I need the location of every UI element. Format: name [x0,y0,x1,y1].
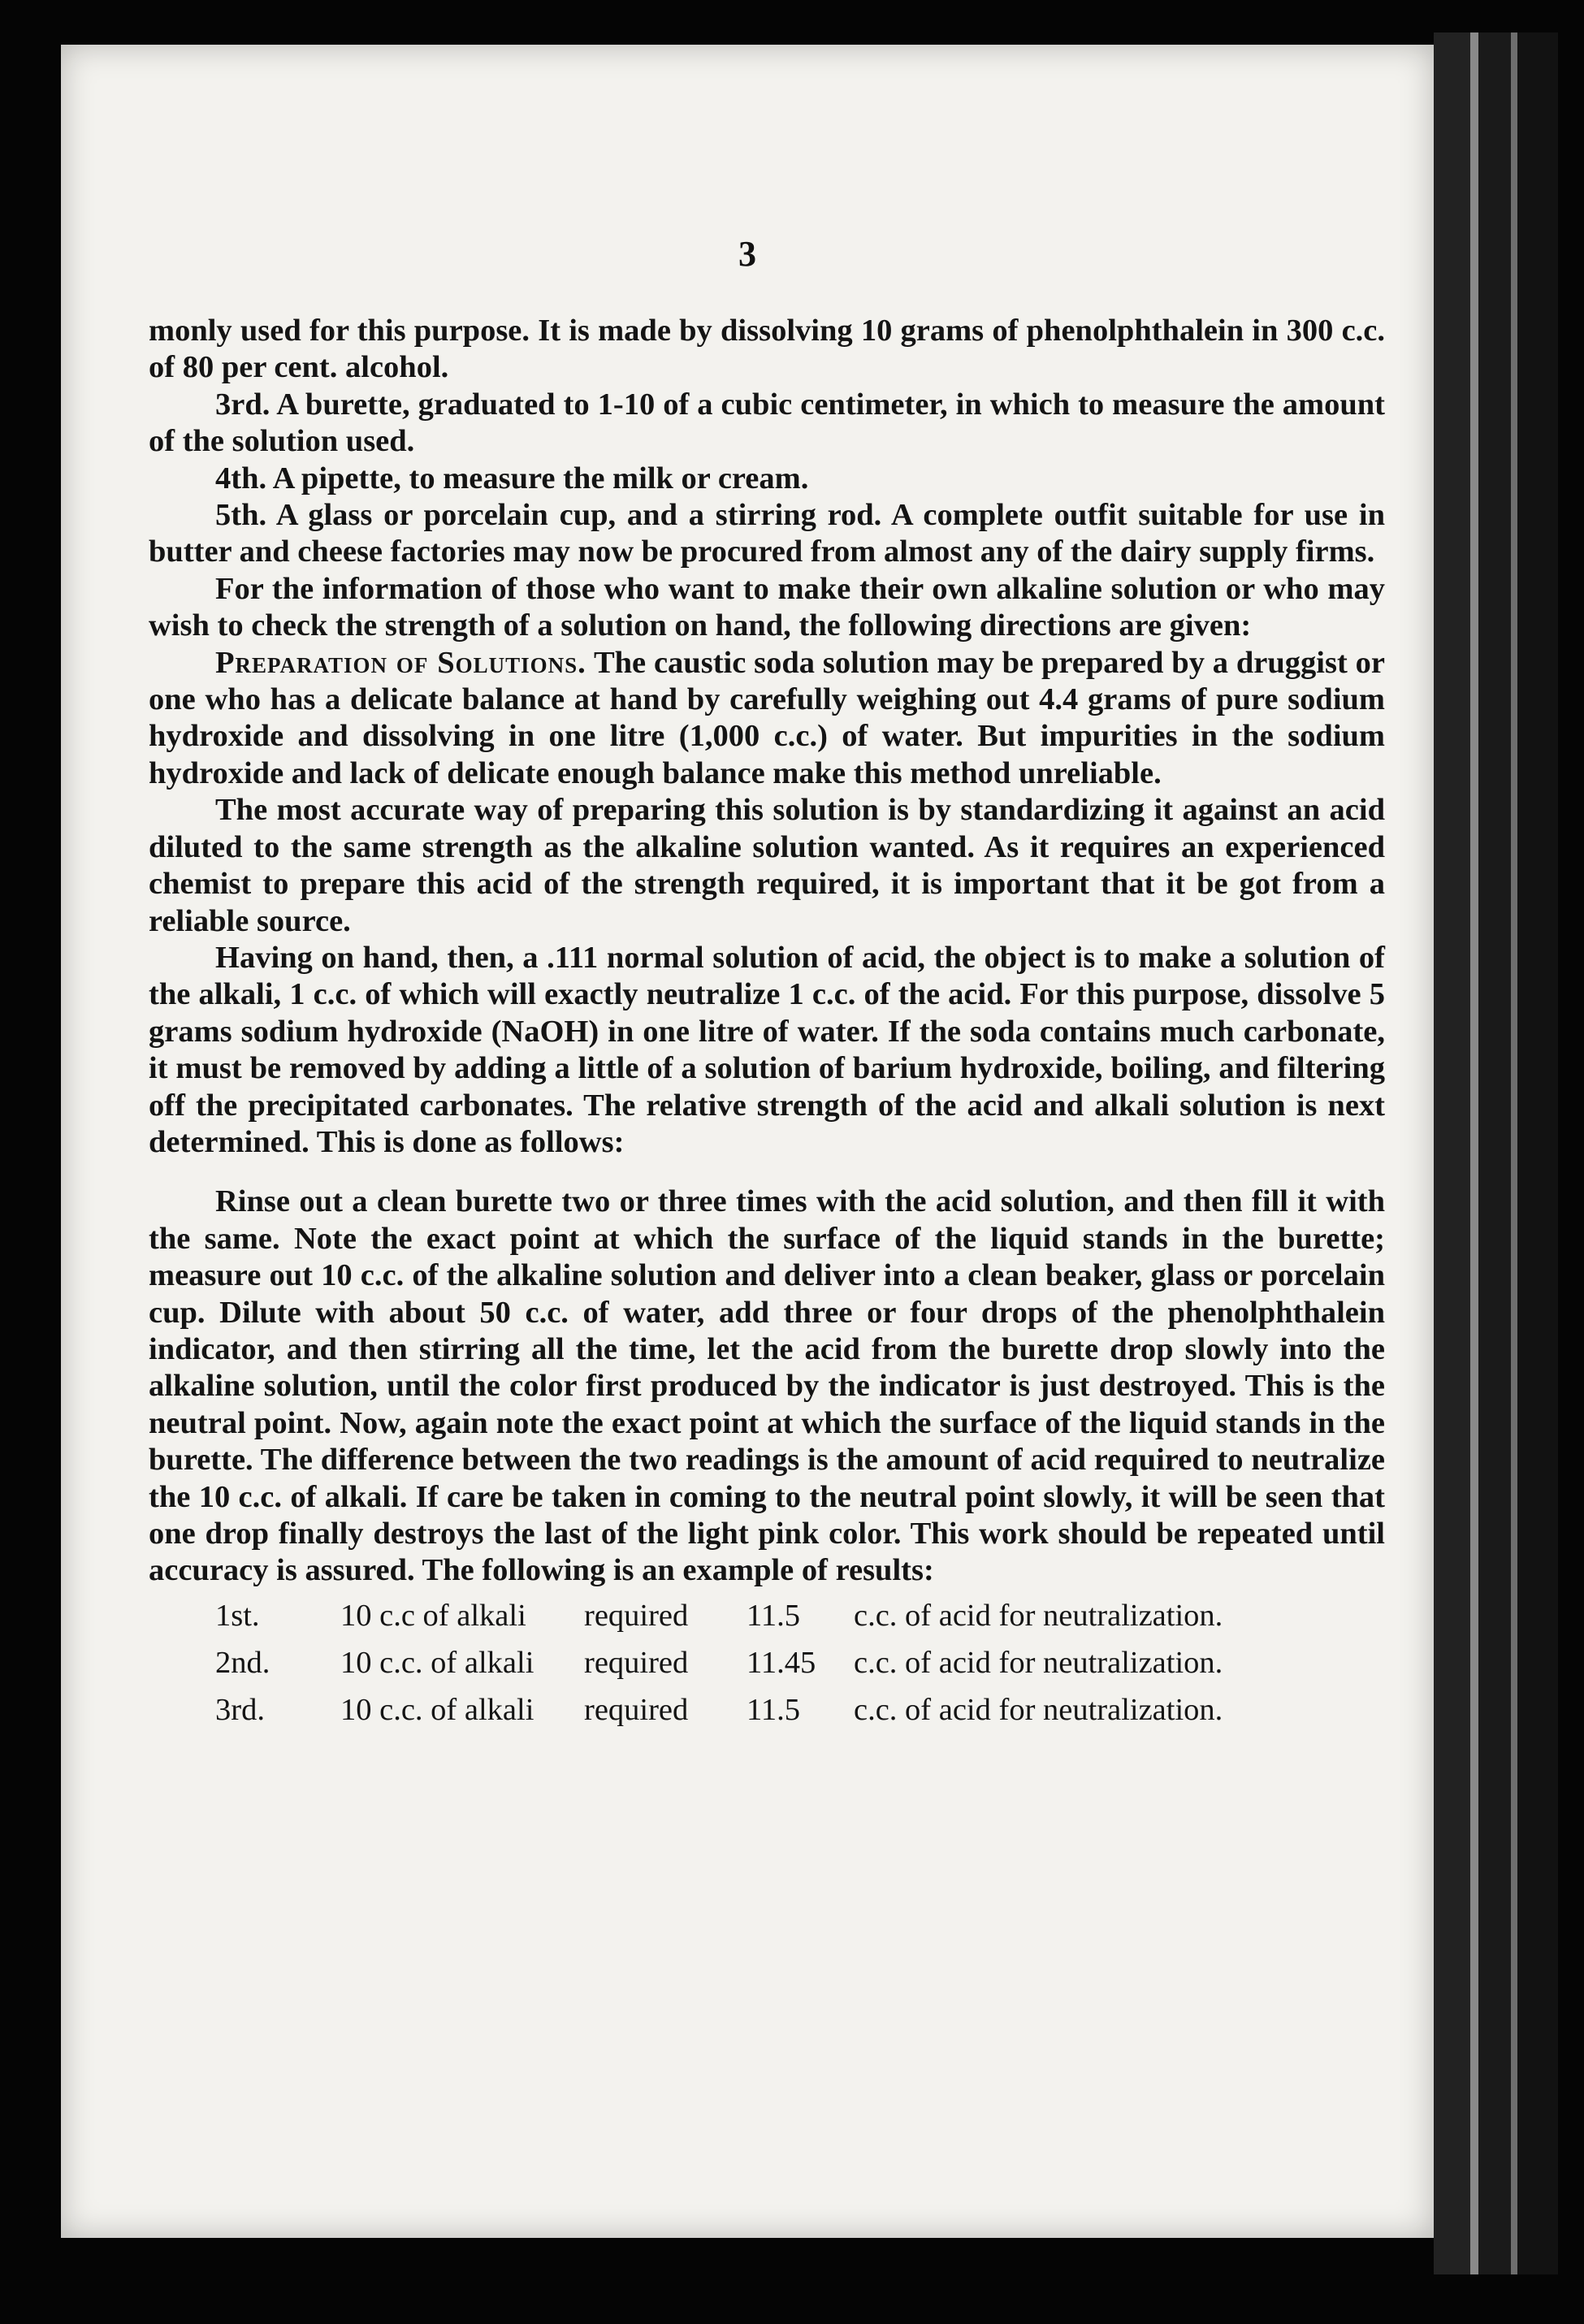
paragraph: 3rd. A burette, graduated to 1-10 of a cubic centimeter, in which to measure the amount of the solution used. [149,387,1385,459]
result-row [149,1645,1385,1692]
page-sheet [61,45,1434,2238]
results-list [149,1598,1385,1739]
book-edge [1517,32,1558,2274]
result-value: 11.5 [747,1692,800,1727]
result-ordinal: 2nd. [215,1645,270,1680]
paragraph: Rinse out a clean burette two or three times with the acid solution, and then fill it with the same. Note the exact point at which the surface of the liquid stands in the burette; measure out 10 c.c. of the alkaline solution and deliver into a clean beaker, glass or porcelain cup. Dilute with about 50 c.c. of water, add three or four drops of the phenolphthalein indicator, and then stirring all the time, let the acid from the burette drop slowly into the alkaline solution, until the color first produced by the indicator is just destroyed. This is the neutral point. Now, again note the exact point at which the surface of the liquid stands in the burette. The difference between the two readings is the amount of acid required to neutralize the 10 c.c. of alkali. If care be taken in coming to the neutral point slowly, it will be seen that one drop finally destroys the last of the light pink color. This work should be repeated until accuracy is assured. The following is an example of results: [149,1184,1385,1588]
result-value: 11.45 [747,1645,816,1680]
preparation-text: The caustic soda solution may be prepared by a druggist or one who has a delicate balance at hand by carefully weighing out 4.4 grams of pure sodium hydroxide and dissolving in one litre (1,000 c.c.) of water. But impurities in the sodium hydroxide and lack of delicate enough balance make this method unreliable. [149,645,1385,790]
book-edge [1470,32,1478,2274]
book-edge [1511,32,1517,2274]
preparation-paragraph [149,645,1385,793]
result-ordinal: 3rd. [215,1692,265,1727]
book-edge [1478,32,1511,2274]
paragraph: The most accurate way of preparing this solution is by standardizing it against an acid diluted to the same strength as the alkaline solution wanted. As it requires an experienced chemist to prepare this acid of the strength required, it is important that it be got from a reliable source. [149,793,1385,938]
result-tail: c.c. of acid for neutralization. [854,1645,1223,1680]
paragraph: 5th. A glass or porcelain cup, and a stirring rod. A complete outfit suitable for use in butter and cheese factories may now be procured from almost any of the dairy supply firms. [149,498,1385,569]
result-amount: 10 c.c. of alkali [340,1692,534,1727]
result-row [149,1692,1385,1739]
result-value: 11.5 [747,1598,800,1633]
result-row [149,1598,1385,1645]
result-required: required [584,1692,689,1727]
paragraph: monly used for this purpose. It is made by dissolving 10 grams of phenolphthalein in 300 c.c. of 80 per cent. alcohol. [149,314,1385,385]
page-number: 3 [738,234,756,274]
paragraph: Having on hand, then, a .111 normal solution of acid, the object is to make a solution of the alkali, 1 c.c. of which will exactly neutralize 1 c.c. of the acid. For this purpose, dissolve 5 grams sodium hydroxide (NaOH) in one litre of water. If the soda contains much carbonate, it must be removed by adding a little of a solution of barium hydroxide, boiling, and filtering off the precipitated carbonates. The relative strength of the acid and alkali solution is next determined. This is done as follows: [149,940,1385,1159]
result-tail: c.c. of acid for neutralization. [854,1692,1223,1727]
result-ordinal: 1st. [215,1598,260,1633]
result-amount: 10 c.c of alkali [340,1598,526,1633]
result-required: required [584,1598,689,1633]
paragraph: For the information of those who want to make their own alkaline solution or who may wish to check the strength of a solution on hand, the following directions are given: [149,571,1385,643]
body-text [149,313,1385,1739]
paragraph: 4th. A pipette, to measure the milk or cream. [215,461,809,496]
book-edge [1434,32,1470,2274]
result-required: required [584,1645,689,1680]
result-amount: 10 c.c. of alkali [340,1645,534,1680]
section-heading: Preparation of Solutions. [215,645,586,680]
result-tail: c.c. of acid for neutralization. [854,1598,1223,1633]
